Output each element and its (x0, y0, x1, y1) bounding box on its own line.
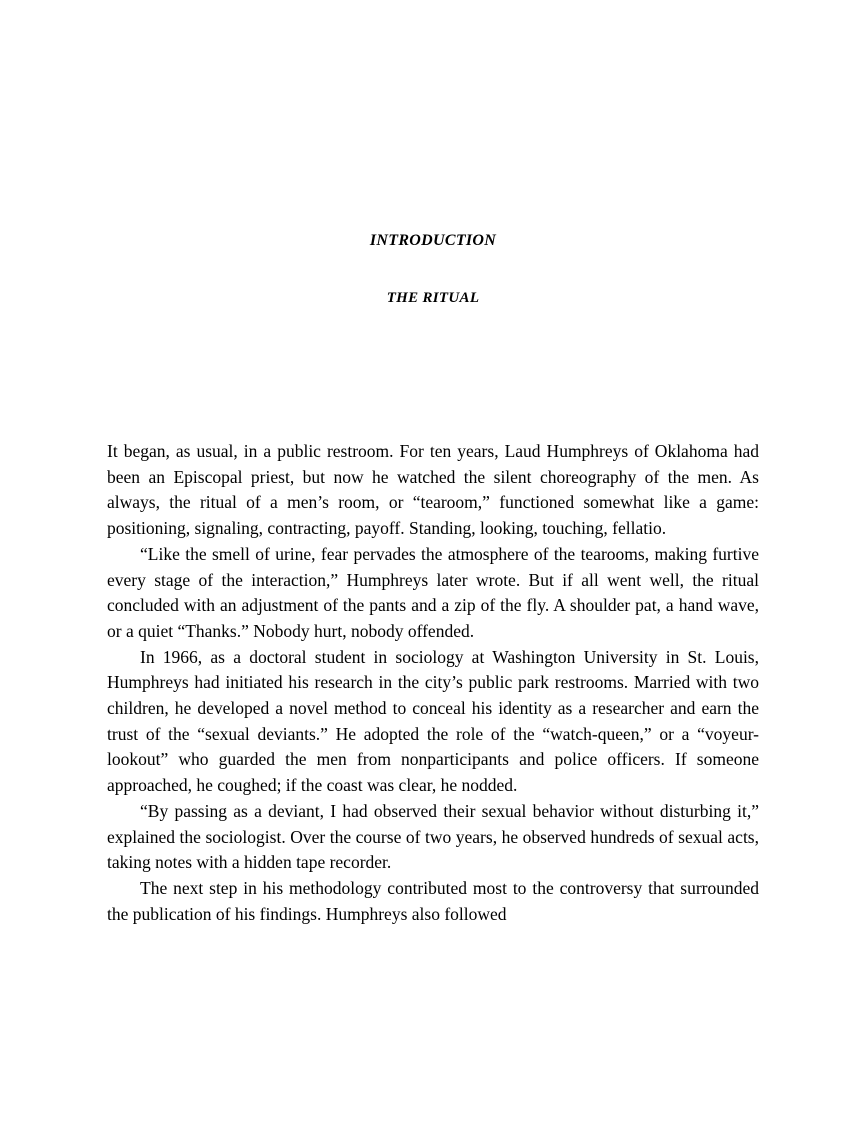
section-heading: THE RITUAL (386, 290, 480, 306)
paragraph: In 1966, as a doctoral student in sociology at Washington University in St. Louis, Humphreys had initiated his research in the city’s public park restrooms. Married with two children, he developed a novel method to conceal his identity as a researcher and earn the trust of the “sexual deviants.” He adopted the role of the “watch-queen,” or a “voyeur-lookout” who guarded the men from nonparticipants and police officers. If someone approached, he coughed; if the coast was clear, he nodded. (107, 646, 759, 796)
paragraph: “By passing as a deviant, I had observed their sexual behavior without disturbing it,” explained the sociologist. Over the course of two years, he observed hundreds of sexual acts, taking notes with a hidden tape recorder. (107, 800, 759, 873)
paragraph: It began, as usual, in a public restroom. For ten years, Laud Humphreys of Oklahoma had been an Episcopal priest, but now he watched the silent choreography of the men. As always, the ritual of a men’s room, or “tearoom,” functioned somewhat like a game: positioning, signaling, contracting, payoff. Standing, looking, touching, fellatio. (107, 441, 759, 539)
paragraph: “Like the smell of urine, fear pervades the atmosphere of the tearooms, making furtive every stage of the interaction,” Humphreys later wrote. But if all went well, the ritual concluded with an adjustment of the pants and a zip of the fly. A shoulder pat, a hand wave, or a quiet “Thanks.” Nobody hurt, nobody offended. (107, 543, 759, 641)
chapter-heading: INTRODUCTION (369, 232, 497, 249)
paragraph: The next step in his methodology contributed most to the controversy that surrounded the publication of his findings. Humphreys also followed (107, 877, 759, 924)
body-text (107, 439, 759, 927)
